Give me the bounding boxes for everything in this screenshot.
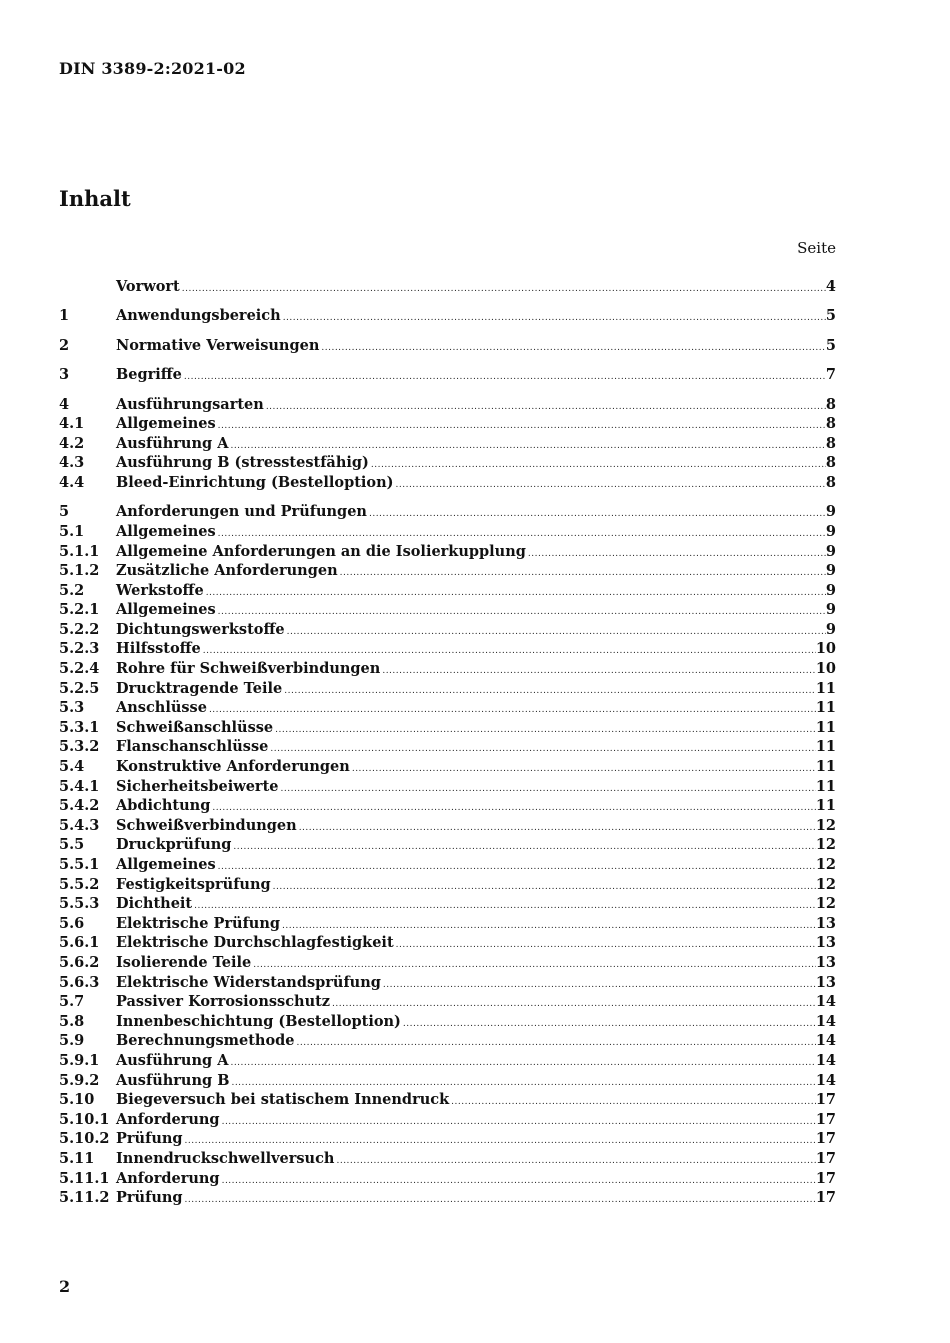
toc-entry-page: 9 <box>825 522 836 540</box>
toc-entry-title: Normative Verweisungen <box>116 336 320 354</box>
toc-entry-number: 5.2 <box>59 581 85 599</box>
toc-entry-page: 17 <box>815 1149 836 1167</box>
toc-entry-title: Abdichtung <box>116 797 211 815</box>
toc-leader-dots <box>401 1015 816 1035</box>
toc-entry[interactable] <box>59 1071 836 1091</box>
toc-entry[interactable] <box>59 973 836 993</box>
toc-entry-number: 1 <box>59 307 70 325</box>
toc-entry-title: Flanschanschlüsse <box>116 738 269 756</box>
toc-entry-page: 12 <box>815 875 836 893</box>
toc-entry[interactable] <box>59 277 836 297</box>
toc-entry-number: 4.3 <box>59 454 85 472</box>
toc-leader-dots <box>282 682 816 702</box>
toc-leader-dots <box>394 476 826 496</box>
toc-entry-number: 4.2 <box>59 434 85 452</box>
toc-entry-number: 5.11.1 <box>59 1169 110 1187</box>
toc-entry-page: 13 <box>815 914 836 932</box>
toc-entry-page: 12 <box>815 836 836 854</box>
toc-leader-dots <box>271 878 816 898</box>
toc-entry-title: Prüfung <box>116 1130 183 1148</box>
toc-entry-page: 9 <box>825 503 836 521</box>
toc-entry-page: 11 <box>815 699 836 717</box>
toc-entry-number: 5.2.3 <box>59 640 100 658</box>
toc-entry-title: Bleed-Einrichtung (Bestelloption) <box>116 473 394 491</box>
toc-leader-dots <box>319 339 826 359</box>
toc-entry[interactable] <box>59 473 836 493</box>
toc-entry[interactable] <box>59 1012 836 1032</box>
toc-entry-number: 5.2.5 <box>59 679 100 697</box>
toc-entry[interactable] <box>59 777 836 797</box>
toc-entry-page: 7 <box>825 366 836 384</box>
toc-entry[interactable] <box>59 453 836 473</box>
toc-entry-page: 9 <box>825 581 836 599</box>
toc-entry-title: Anforderung <box>116 1169 220 1187</box>
toc-entry-title: Hilfsstoffe <box>116 640 201 658</box>
page-column-label: Seite <box>797 239 836 257</box>
toc-leader-dots <box>394 936 816 956</box>
toc-entry-page: 8 <box>825 395 836 413</box>
toc-entry-title: Dichtheit <box>116 895 193 913</box>
toc-entry-number: 5.6 <box>59 914 85 932</box>
toc-leader-dots <box>183 1191 816 1211</box>
toc-entry-title: Festigkeitsprüfung <box>116 875 271 893</box>
toc-entry-page: 17 <box>815 1189 836 1207</box>
toc-entry-page: 14 <box>815 1012 836 1030</box>
toc-entry-number: 5.8 <box>59 1012 85 1030</box>
toc-entry-page: 9 <box>825 562 836 580</box>
toc-entry-title: Rohre für Schweißverbindungen <box>116 660 381 678</box>
toc-entry-number: 5.3.2 <box>59 738 100 756</box>
toc-entry-title: Berechnungsmethode <box>116 1032 295 1050</box>
toc-entry-page: 14 <box>815 1051 836 1069</box>
toc-leader-dots <box>220 1113 816 1133</box>
toc-entry[interactable] <box>59 953 836 973</box>
toc-entry-number: 5.10 <box>59 1091 95 1109</box>
toc-entry[interactable] <box>59 1169 836 1189</box>
toc-entry-title: Anforderung <box>116 1110 220 1128</box>
toc-leader-dots <box>204 584 826 604</box>
toc-entry-title: Sicherheitsbeiwerte <box>116 777 279 795</box>
toc-entry-page: 9 <box>825 620 836 638</box>
toc-entry-page: 10 <box>815 660 836 678</box>
toc-entry-page: 17 <box>815 1169 836 1187</box>
toc-entry-page: 9 <box>825 601 836 619</box>
toc-entry[interactable] <box>59 306 836 326</box>
toc-entry[interactable] <box>59 542 836 562</box>
toc-entry-number: 5.3 <box>59 699 85 717</box>
toc-entry-title: Konstruktive Anforderungen <box>116 758 350 776</box>
toc-entry-page: 14 <box>815 1071 836 1089</box>
toc-leader-dots <box>231 838 815 858</box>
toc-entry-number: 5.1 <box>59 522 85 540</box>
toc-entry-number: 5.1.2 <box>59 562 100 580</box>
toc-leader-dots <box>279 780 816 800</box>
toc-entry-number: 4.1 <box>59 415 85 433</box>
toc-leader-dots <box>380 662 815 682</box>
toc-entry-number: 2 <box>59 336 70 354</box>
toc-entry-page: 12 <box>815 816 836 834</box>
toc-leader-dots <box>281 309 826 329</box>
toc-entry-number: 5.6.1 <box>59 934 100 952</box>
toc-entry[interactable] <box>59 855 836 875</box>
toc-entry-title: Biegeversuch bei statischem Innendruck <box>116 1091 450 1109</box>
toc-entry[interactable] <box>59 620 836 640</box>
toc-entry-title: Ausführungsarten <box>116 395 264 413</box>
toc-entry-page: 8 <box>825 454 836 472</box>
toc-entry-title: Schweißverbindungen <box>116 816 297 834</box>
toc-entry-title: Vorwort <box>116 278 180 295</box>
toc-entry-title: Ausführung B (stresstestfähig) <box>116 454 369 472</box>
toc-leader-dots <box>381 976 816 996</box>
toc-entry-title: Prüfung <box>116 1189 183 1207</box>
toc-leader-dots <box>334 1152 815 1172</box>
toc-entry-number: 5.5.1 <box>59 856 100 874</box>
toc-entry-page: 8 <box>825 415 836 433</box>
toc-leader-dots <box>338 564 826 584</box>
toc-leader-dots <box>295 1034 816 1054</box>
toc-leader-dots <box>216 417 826 437</box>
toc-entry-title: Passiver Korrosionsschutz <box>116 993 331 1011</box>
toc-entry-title: Zusätzliche Anforderungen <box>116 562 338 580</box>
toc-entry-title: Allgemeines <box>116 415 216 433</box>
toc-leader-dots <box>268 740 815 760</box>
toc-entry-number: 5.5.3 <box>59 895 100 913</box>
toc-entry-number: 5.6.3 <box>59 973 100 991</box>
toc-entry[interactable] <box>59 434 836 454</box>
toc-entry-title: Anschlüsse <box>116 699 207 717</box>
toc-entry[interactable] <box>59 816 836 836</box>
toc-entry-number: 4 <box>59 395 70 413</box>
toc-entry-page: 11 <box>815 718 836 736</box>
toc-entry[interactable] <box>59 796 836 816</box>
toc-entry-number: 5.2.1 <box>59 601 100 619</box>
toc-entry[interactable] <box>59 992 836 1012</box>
toc-entry[interactable] <box>59 581 836 601</box>
toc-entry-page: 13 <box>815 953 836 971</box>
toc-entry[interactable] <box>59 522 836 542</box>
toc-entry-number: 5.6.2 <box>59 953 100 971</box>
toc-entry-page: 11 <box>815 738 836 756</box>
toc-entry-page: 9 <box>825 542 836 560</box>
toc-entry-page: 5 <box>825 336 836 354</box>
toc-entry-number: 5.9.2 <box>59 1071 100 1089</box>
toc-entry[interactable] <box>59 659 836 679</box>
toc-entry-page: 13 <box>815 973 836 991</box>
toc-entry-page: 4 <box>825 278 836 295</box>
toc-entry-number: 5.5.2 <box>59 875 100 893</box>
toc-leader-dots <box>350 760 816 780</box>
table-of-contents <box>59 277 836 1208</box>
toc-entry[interactable] <box>59 1110 836 1130</box>
toc-entry-title: Isolierende Teile <box>116 953 252 971</box>
toc-entry-title: Elektrische Widerstandsprüfung <box>116 973 381 991</box>
page-number: 2 <box>59 1277 71 1296</box>
toc-entry[interactable] <box>59 757 836 777</box>
toc-entry-number: 5.11 <box>59 1149 95 1167</box>
toc-leader-dots <box>367 505 826 525</box>
toc-entry-number: 5 <box>59 503 70 521</box>
toc-entry[interactable] <box>59 600 836 620</box>
toc-entry-title: Schweißanschlüsse <box>116 718 274 736</box>
toc-entry[interactable] <box>59 914 836 934</box>
toc-entry-title: Ausführung A <box>116 1051 229 1069</box>
toc-entry-number: 4.4 <box>59 473 85 491</box>
toc-entry-number: 5.9.1 <box>59 1051 100 1069</box>
toc-entry-title: Begriffe <box>116 366 182 384</box>
toc-entry-title: Ausführung A <box>116 434 229 452</box>
toc-entry-number: 5.9 <box>59 1032 85 1050</box>
toc-entry-number: 5.4.1 <box>59 777 100 795</box>
toc-entry[interactable] <box>59 1090 836 1110</box>
toc-entry-number: 5.10.1 <box>59 1110 110 1128</box>
toc-entry[interactable] <box>59 1129 836 1149</box>
toc-entry[interactable] <box>59 718 836 738</box>
toc-entry[interactable] <box>59 639 836 659</box>
toc-entry-page: 17 <box>815 1110 836 1128</box>
toc-entry[interactable] <box>59 679 836 699</box>
toc-entry-page: 11 <box>815 777 836 795</box>
document-id: DIN 3389-2:2021-02 <box>59 59 246 78</box>
toc-entry-title: Drucktragende Teile <box>116 679 283 697</box>
toc-entry-page: 8 <box>825 434 836 452</box>
toc-leader-dots <box>526 545 826 565</box>
toc-entry-title: Allgemeines <box>116 522 216 540</box>
toc-entry-number: 5.2.2 <box>59 620 100 638</box>
toc-entry[interactable] <box>59 414 836 434</box>
toc-entry-title: Allgemeines <box>116 856 216 874</box>
toc-title: Inhalt <box>59 186 131 211</box>
toc-leader-dots <box>216 858 816 878</box>
toc-entry-title: Dichtungswerkstoffe <box>116 620 285 638</box>
toc-entry[interactable] <box>59 561 836 581</box>
toc-leader-dots <box>273 721 816 741</box>
toc-entry-page: 8 <box>825 473 836 491</box>
toc-entry-page: 11 <box>815 758 836 776</box>
toc-entry[interactable] <box>59 502 836 522</box>
toc-entry-title: Anwendungsbereich <box>116 307 281 325</box>
toc-leader-dots <box>369 456 826 476</box>
toc-leader-dots <box>330 995 816 1015</box>
toc-leader-dots <box>216 603 826 623</box>
toc-entry-page: 12 <box>815 895 836 913</box>
toc-entry-title: Druckprüfung <box>116 836 232 854</box>
toc-entry-number: 5.1.1 <box>59 542 100 560</box>
toc-entry-title: Elektrische Prüfung <box>116 914 281 932</box>
toc-entry-number: 3 <box>59 366 70 384</box>
toc-entry-title: Elektrische Durchschlagfestigkeit <box>116 934 394 952</box>
toc-entry-number: 5.10.2 <box>59 1130 110 1148</box>
toc-entry-title: Ausführung B <box>116 1071 230 1089</box>
toc-entry-page: 17 <box>815 1091 836 1109</box>
toc-entry-page: 12 <box>815 856 836 874</box>
toc-entry-title: Innenbeschichtung (Bestelloption) <box>116 1012 401 1030</box>
toc-leader-dots <box>182 368 826 388</box>
toc-entry-title: Allgemeine Anforderungen an die Isolierkupplung <box>116 542 526 560</box>
toc-leader-dots <box>285 623 826 643</box>
toc-leader-dots <box>264 398 826 418</box>
toc-entry[interactable] <box>59 1188 836 1208</box>
toc-leader-dots <box>207 701 816 721</box>
toc-entry[interactable] <box>59 737 836 757</box>
toc-entry[interactable] <box>59 365 836 385</box>
toc-entry-title: Innendruckschwellversuch <box>116 1149 335 1167</box>
toc-entry[interactable] <box>59 1149 836 1169</box>
toc-entry[interactable] <box>59 894 836 914</box>
toc-leader-dots <box>180 280 826 300</box>
toc-entry[interactable] <box>59 395 836 415</box>
toc-entry-page: 14 <box>815 1032 836 1050</box>
toc-entry[interactable] <box>59 933 836 953</box>
toc-entry-title: Werkstoffe <box>116 581 204 599</box>
toc-entry[interactable] <box>59 1051 836 1071</box>
toc-entry-number: 5.5 <box>59 836 85 854</box>
toc-entry-title: Anforderungen und Prüfungen <box>116 503 367 521</box>
toc-leader-dots <box>228 1054 815 1074</box>
toc-entry[interactable] <box>59 698 836 718</box>
toc-entry[interactable] <box>59 875 836 895</box>
toc-entry-number: 5.7 <box>59 993 85 1011</box>
toc-entry-number: 5.11.2 <box>59 1189 110 1207</box>
toc-entry-number: 5.4 <box>59 758 85 776</box>
toc-leader-dots <box>192 897 816 917</box>
toc-leader-dots <box>449 1093 816 1113</box>
toc-entry-page: 10 <box>815 640 836 658</box>
toc-entry[interactable] <box>59 1031 836 1051</box>
toc-entry[interactable] <box>59 336 836 356</box>
toc-entry-number: 5.3.1 <box>59 718 100 736</box>
toc-entry-number: 5.2.4 <box>59 660 100 678</box>
toc-entry-number: 5.4.3 <box>59 816 100 834</box>
toc-leader-dots <box>220 1172 816 1192</box>
toc-leader-dots <box>297 819 816 839</box>
toc-entry-page: 17 <box>815 1130 836 1148</box>
toc-entry-page: 5 <box>825 307 836 325</box>
toc-entry-page: 13 <box>815 934 836 952</box>
toc-leader-dots <box>210 799 815 819</box>
toc-entry-page: 11 <box>815 797 836 815</box>
toc-entry-page: 14 <box>815 993 836 1011</box>
toc-entry-title: Allgemeines <box>116 601 216 619</box>
toc-entry-page: 11 <box>815 679 836 697</box>
toc-entry[interactable] <box>59 835 836 855</box>
toc-entry-number: 5.4.2 <box>59 797 100 815</box>
